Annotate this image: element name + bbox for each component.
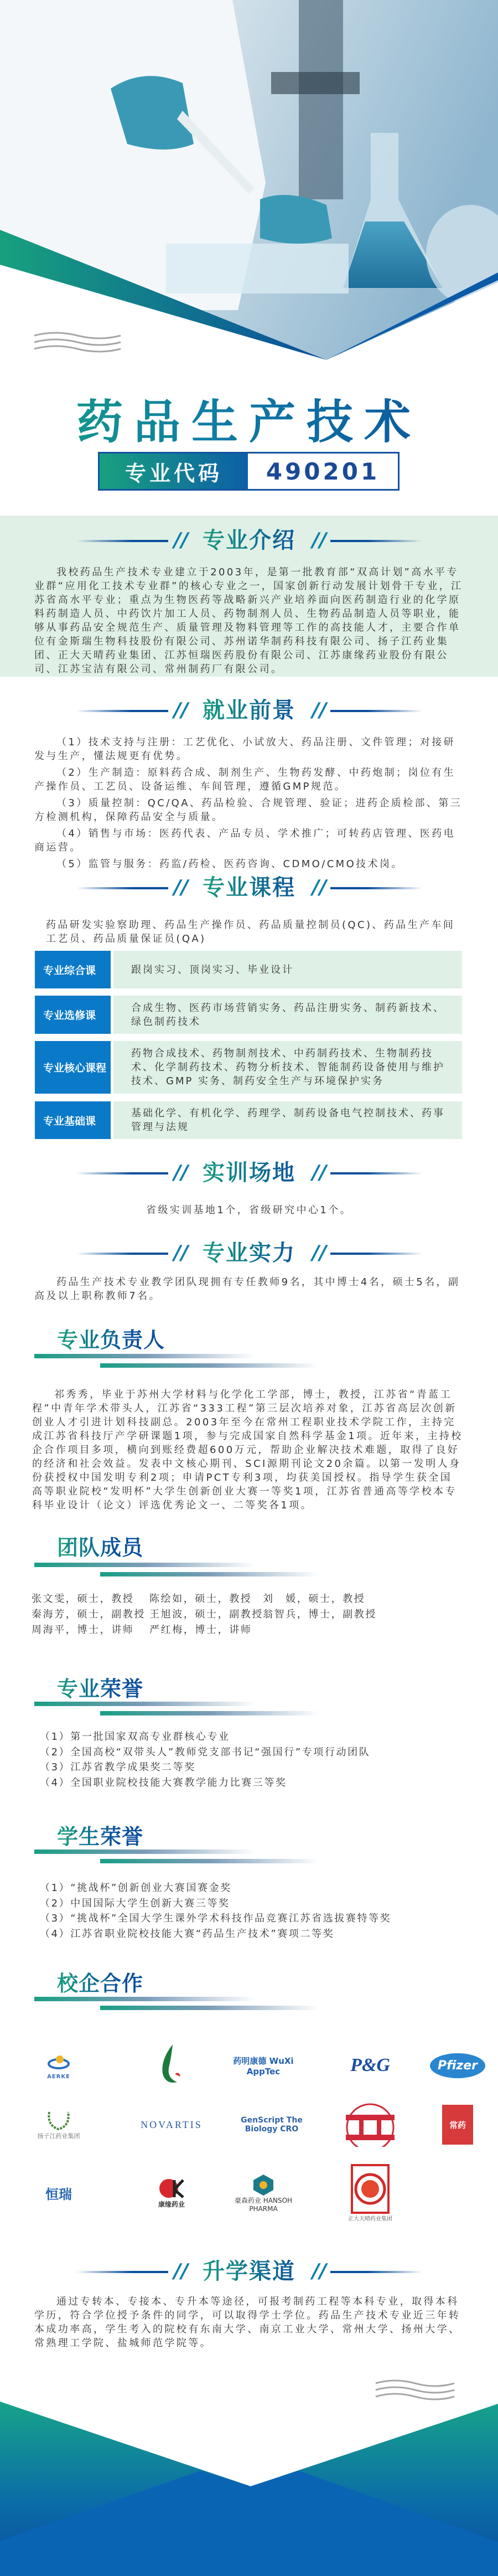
honor-item: （3）“挑战杯”全国大学生课外学术科技作品竞赛江苏省选拔赛特等奖 (40, 1913, 392, 1924)
student-honors-list (40, 1881, 391, 1941)
heading-underline (100, 1572, 319, 1576)
course-row (35, 951, 462, 988)
team-member: 严红梅，博士，讲师 (149, 1624, 252, 1636)
pfizer-logo: Pfizer (422, 2043, 494, 2088)
genscript-logo: GenScript The Biology CRO (241, 2116, 303, 2134)
training-heading: // 实训场地 // (0, 1159, 498, 1187)
major-code-value: 490201 (248, 454, 398, 489)
red-gate-logo (334, 2103, 406, 2147)
hengrui-logo: 恒瑞 (45, 2186, 72, 2202)
further-study-text: 通过专转本、专接本、专升本等途径，可报考制药工程等本科专业，取得本科学历，符合学位授予条件的同学，可以取得学士学位。药品生产技术专业近三年转本成功率高，学生考入的院校有东南大学、南京工业大学、常州大学、扬州大学、常熟理工学院、盐城师范学院等。 (34, 2296, 461, 2349)
wuxi-apptec-logo: 药明康德 WuXi AppTec (233, 2055, 294, 2077)
footer-decoration (0, 2398, 498, 2576)
employment-item: （3）质量控制：QC/QA、药品检验、合规管理、验证；进药企质检部、第三方检测机构，保障药品安全与质量。 (34, 797, 463, 823)
pg-logo: P&G (350, 2055, 390, 2075)
heading-underline (100, 1363, 319, 1368)
team-member: 王旭波，硕士，副教授 (149, 1609, 263, 1620)
haerke-logo: AERKE (23, 2043, 95, 2088)
leader-heading: 专业负责人 (57, 1328, 165, 1352)
intro-text: 我校药品生产技术专业建立于2003年，是第一批教育部“双高计划”高水平专业群“应用化工技术专业群”的核心专业之一，国家创新行动发展计划骨干专业，江苏省高水平专业；重点为生物医药等战略新兴产业培养面向医药制造行业的化学原料药制造人员、中药饮片加工人员、药物制剂人员、生物药品制造人员等职业，能够从事药品安全规范生产、质量管理及物料管理等工作的高技能人才，主要合作单位有金斯瑞生物科技股份有限公司、苏州诺华制药科技有限公司、扬子江药业集团、正大天晴药业集团、江苏恒瑞医药股份有限公司、江苏康缘药业股份有限公司、江苏宝洁有限公司、常州制药厂有限公司。 (34, 566, 463, 675)
cttq-logo: 正大天晴药业集团 (334, 2160, 406, 2226)
intro-heading: // 专业介绍 // (0, 527, 498, 554)
heading-underline (34, 1563, 256, 1567)
heading-underline (34, 1997, 256, 2001)
team-member: 张文雯，硕士，教授 (32, 1593, 134, 1605)
course-category: 专业选修课 (35, 996, 111, 1034)
course-category: 专业基础课 (35, 1101, 111, 1139)
cooperation-heading: 校企合作 (57, 1971, 144, 1996)
honor-item: （1）“挑战杯”创新创业大赛国赛金奖 (40, 1882, 232, 1894)
honor-item: （3）江苏省教学成果奖二等奖 (40, 1761, 196, 1773)
major-code-badge (98, 452, 400, 491)
course-positions: 药品研发实验察助理、药品生产操作员、药品质量控制员(QC)、药品生产车间工艺员、药品质量保证员(QA) (46, 919, 455, 945)
strength-text: 药品生产技术专业教学团队现拥有专任教师9名，其中博士4名，硕士5名，副高及以上职称教师7名。 (34, 1276, 460, 1302)
hero-lab-photo (0, 0, 498, 365)
team-member: 周海平，博士，讲师 (32, 1624, 134, 1636)
strength-heading: // 专业实力 // (0, 1239, 498, 1267)
heading-underline (100, 1711, 319, 1715)
employment-item: （1）技术支持与注册：工艺优化、小试放大、药品注册、文件管理；对接研发与生产，懂法规更有优势。 (34, 736, 456, 762)
heading-underline (34, 1702, 256, 1706)
major-honors-list (40, 1729, 370, 1790)
student-honors-heading: 学生荣誉 (57, 1825, 144, 1849)
course-content: 跟岗实习、顶岗实习、毕业设计 (113, 951, 462, 988)
honor-item: （2）全国高校“双带头人”教师党支部书记“强国行”专项行动团队 (40, 1746, 371, 1758)
further-study-heading: // 升学渠道 // (0, 2258, 498, 2285)
team-heading: 团队成员 (57, 1536, 144, 1560)
team-member: 陈绘如，硕士，教授 (149, 1593, 252, 1605)
green-leaf-logo (136, 2043, 208, 2088)
page-title: 药品生产技术 (0, 385, 498, 452)
course-category: 专业核心课程 (35, 1041, 111, 1094)
heading-underline (100, 1859, 319, 1863)
course-category: 专业综合课 (35, 951, 111, 988)
honor-item: （4）江苏省职业院校技能大赛“药品生产技术”赛项二等奖 (40, 1928, 335, 1940)
heading-underline (34, 1354, 256, 1358)
training-text: 省级实训基地1个，省级研究中心1个。 (146, 1204, 352, 1216)
course-row (35, 996, 462, 1034)
heading-underline (34, 1849, 256, 1854)
major-honors-heading: 专业荣誉 (57, 1677, 144, 1701)
team-member: 翁智兵，博士，副教授 (263, 1609, 377, 1620)
leader-text: 祁秀秀，毕业于苏州大学材料与化学化工学部，博士，教授，江苏省“青蓝工程”中青年学术带头人，江苏省“333工程”第三层次培养对象，江苏省高层次创新创业人才引进计划科技副总。2003年至今在常州工程职业技术学院工作，主持完成江苏省科技厅产学研课题1项，参与完成国家自然科学基金1项。近年来，主持校企合作项目多项，横向到账经费超600万元，帮助企业解决技术难题，取得了良好的经济和社会效益。发表中文核心期刊、SCI源期刊论文20余篇。以第一发明人身份获授权中国发明专利2项；申请PCT专利3项，均获美国授权。指导学生获全国高等职业院校“发明杯”大学生创新创业大赛一等奖1项，江苏省普通高等学校本专科毕业设计（论文）评选优秀论文一、二等奖各1项。 (32, 1389, 463, 1511)
employment-list (0, 735, 463, 874)
honor-item: （4）全国职业院校技能大赛教学能力比赛三等奖 (40, 1776, 287, 1789)
hansoh-logo: 豪森药业 HANSOH PHARMA (227, 2171, 299, 2215)
major-code-label: 专业代码 (100, 454, 248, 489)
heading-underline (100, 2006, 319, 2010)
team-member: 秦海芳，硕士，副教授 (32, 1609, 146, 1620)
kanion-logo: 康缘药业 (136, 2171, 208, 2215)
changyao-logo: 常药 (422, 2103, 494, 2147)
course-content: 药物合成技术、药物制剂技术、中药制药技术、生物制药技术、化学制药技术、药物分析技术、智能制药设备使用与维护技术、GMP 实务、制药安全生产与环境保护实务 (113, 1041, 462, 1094)
team-member: 刘 媛，硕士，教授 (263, 1593, 366, 1605)
employment-item: （4）销售与市场：医药代表、产品专员、学术推广；可转药店管理、医药电商运营。 (34, 828, 456, 853)
course-content: 基础化学、有机化学、药理学、制药设备电气控制技术、药事管理与法规 (113, 1101, 462, 1139)
novartis-logo: NOVARTIS (141, 2119, 203, 2130)
employment-item: （5）监管与服务：药监/药检、医药咨询、CDMO/CMO技术岗。 (56, 858, 403, 870)
employment-heading: // 就业前景 // (0, 697, 498, 724)
employment-item: （2）生产制造：原料药合成、制剂生产、生物药发酵、中药炮制；岗位有生产操作员、工艺员、设备运维、车间管理，遵循GMP规范。 (34, 767, 456, 792)
yangtze-river-logo: 扬子江药业集团 (23, 2103, 95, 2147)
honor-item: （1）第一批国家双高专业群核心专业 (40, 1731, 230, 1743)
course-content: 合成生物、医药市场营销实务、药品注册实务、制药新技术、绿色制药技术 (113, 996, 462, 1034)
wave-decoration-icon (33, 331, 122, 353)
honor-item: （2）中国国际大学生创新大赛三等奖 (40, 1897, 230, 1909)
course-row (35, 1101, 462, 1139)
courses-heading: // 专业课程 // (0, 874, 498, 901)
course-row (35, 1041, 462, 1094)
